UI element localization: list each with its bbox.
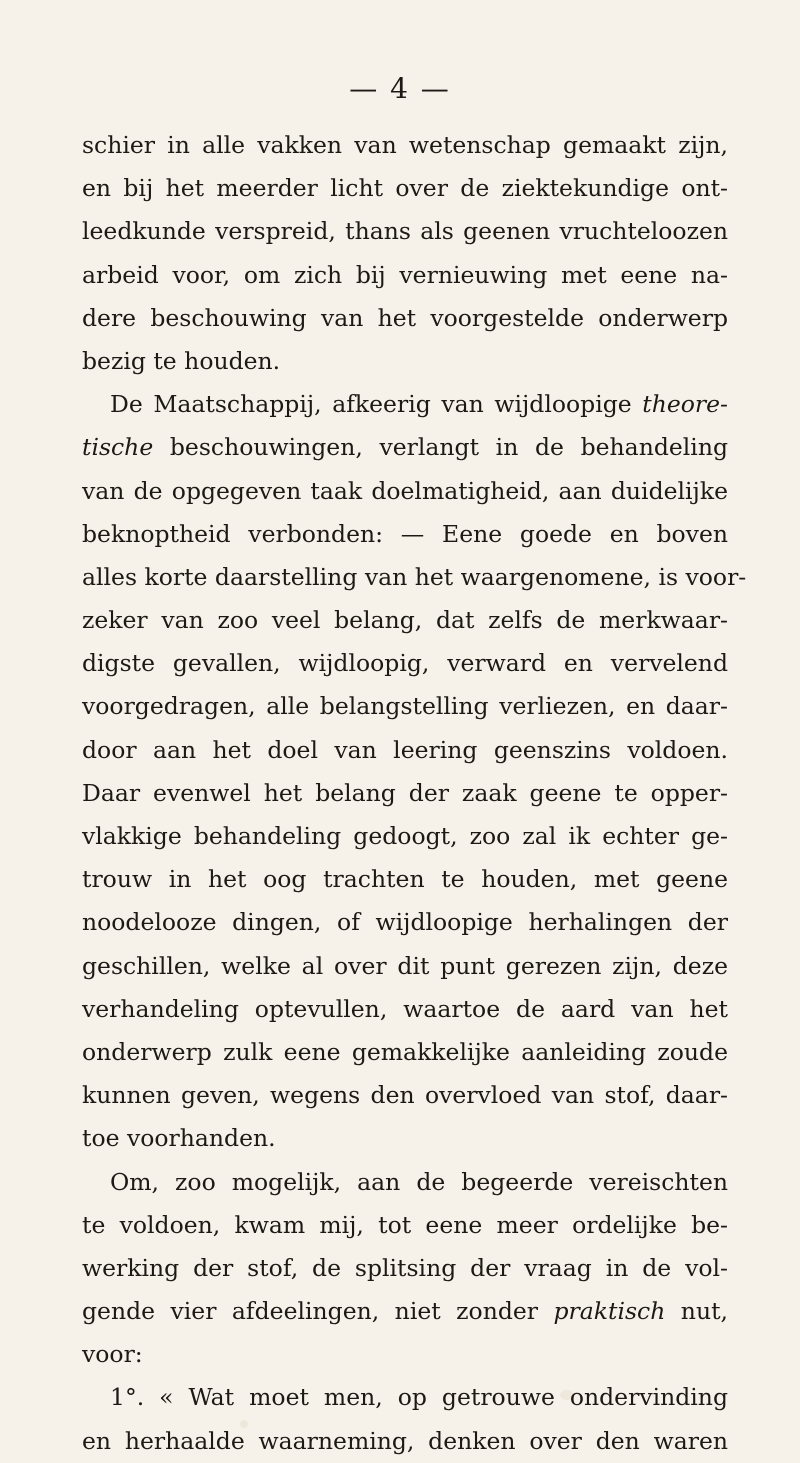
text-line: bezig te houden. (82, 346, 281, 375)
text-line: voorgedragen, alle belangstelling verliezen, en daar- (82, 692, 728, 721)
text-line: leedkunde verspreid, thans als geenen vruchteloozen (82, 217, 728, 246)
text-line: vlakkige behandeling gedoogt, zoo zal ik echter ge- (82, 822, 728, 850)
text-line: trouw in het oog trachten te houden, met geene (82, 865, 728, 894)
text-line: geschillen, welke al over dit punt gerezen zijn, deze (82, 951, 728, 980)
text-segment: gende vier afdeelingen, niet zonder (82, 1297, 554, 1326)
text-line: en herhaalde waarneming, denken over den waren (82, 1426, 728, 1455)
italic-term: tische (82, 433, 154, 462)
text-line: verhandeling optevullen, waartoe de aard van het (82, 994, 728, 1023)
text-line: en bij het meerder licht over de ziektekundige ont- (82, 174, 728, 203)
text-line: beknoptheid verbonden: — Eene goede en boven (82, 519, 728, 548)
text-line: onderwerp zulk eene gemakkelijke aanleiding zoude (82, 1037, 728, 1066)
text-line: voor: (82, 1340, 143, 1369)
text-line: digste gevallen, wijdloopig, verward en vervelend (82, 649, 728, 678)
italic-term: praktisch (553, 1297, 666, 1326)
text-segment: De Maatschappij, afkeerig van wijdloopige (110, 390, 643, 419)
text-line: door aan het doel van leering geenszins voldoen. (82, 735, 728, 764)
text-line: noodelooze dingen, of wijdloopige herhalingen der (82, 908, 728, 937)
text-line: 1°. « Wat moet men, op getrouwe ondervinding (110, 1383, 728, 1412)
text-line (82, 383, 728, 426)
text-line (82, 426, 728, 469)
text-line: kunnen geven, wegens den overvloed van stof, daar- (82, 1081, 728, 1110)
text-line: te voldoen, kwam mij, tot eene meer ordelijke be- (82, 1210, 728, 1239)
body-text (82, 124, 747, 1463)
text-line: schier in alle vakken van wetenschap gemaakt zijn, (82, 131, 728, 159)
text-segment: nut, (665, 1297, 728, 1326)
text-line: arbeid voor, om zich bij vernieuwing met eene na- (82, 260, 728, 289)
italic-term: theore- (642, 390, 728, 419)
text-segment: beschouwingen, verlangt in de behandeling (153, 433, 728, 462)
page-number: — 4 — (349, 72, 451, 105)
text-line: Daar evenwel het belang der zaak geene te opper- (82, 778, 728, 807)
text-line: alles korte daarstelling van het waargenomene, is voor- (82, 562, 747, 591)
text-line (82, 1290, 728, 1333)
text-line: toe voorhanden. (82, 1124, 276, 1153)
text-line: dere beschouwing van het voorgestelde onderwerp (82, 303, 728, 332)
text-line: werking der stof, de splitsing der vraag in de vol- (82, 1253, 728, 1282)
text-line: zeker van zoo veel belang, dat zelfs de merkwaar- (82, 606, 728, 635)
text-line: Om, zoo mogelijk, aan de begeerde vereischten (110, 1167, 728, 1196)
text-line: van de opgegeven taak doelmatigheid, aan duidelijke (82, 476, 728, 505)
